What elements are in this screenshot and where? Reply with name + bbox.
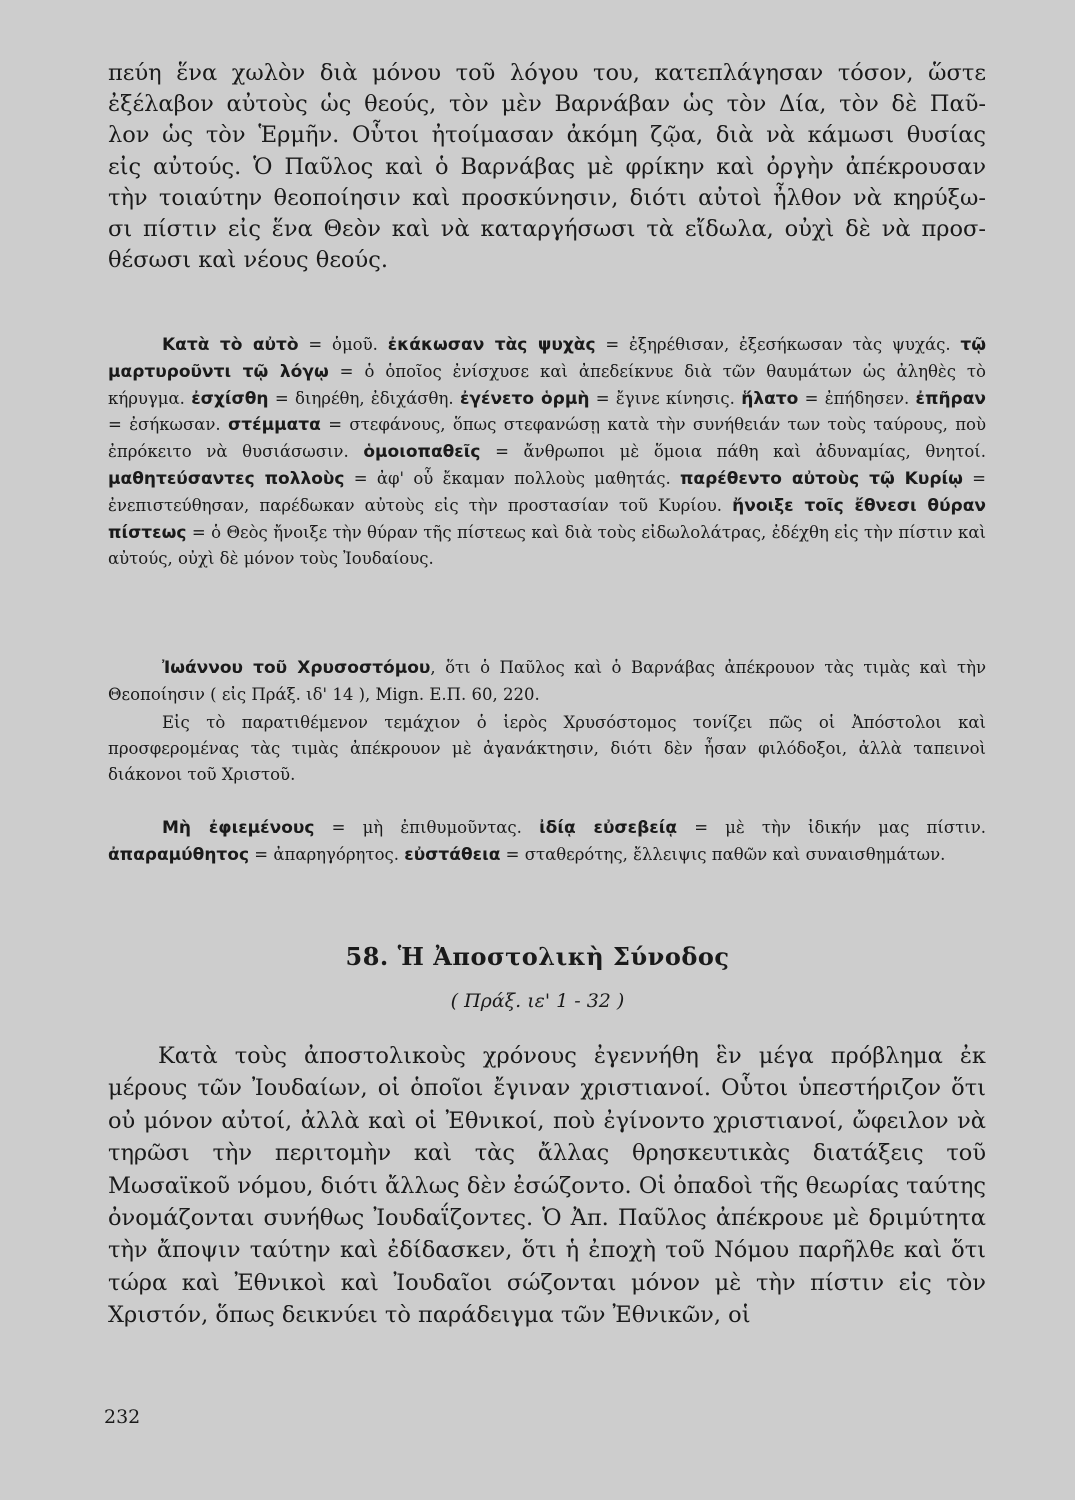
glossary-definition: = ἄνθρωποι μὲ ὅμοια πάθη καὶ ἀδυναμίας, θνητοί. <box>480 442 986 462</box>
glossary-paragraph-1 <box>108 332 986 572</box>
glossary-definition: = ἐξηρέθισαν, ἐξεσήκωσαν τὰς ψυχάς. <box>595 335 961 354</box>
section-reference: ( Πράξ. ιε' 1 - 32 ) <box>450 990 625 1012</box>
glossary-term: Κατὰ τὸ αὐτὸ <box>162 335 299 355</box>
text-line: ἐξέλαβον αὐτοὺς ὡς θεούς, τὸν μὲν Βαρνάβαν ὡς τὸν Δία, τὸν δὲ Παῦ- <box>108 91 986 118</box>
glossary-definition: , ὅτι ὁ Παῦλος καὶ ὁ Βαρνάβας ἀπέκρουον τὰς τιμὰς καὶ τὴν Θεοποίησιν ( εἰς Πράξ. ιδ' 14 ), Mign. Ε.Π. 60, 220. <box>108 658 986 704</box>
glossary-definition: = μὴ ἐπιθυμοῦντας. <box>314 818 540 837</box>
glossary-term: ἰδίᾳ εὐσεβείᾳ <box>539 818 678 838</box>
glossary-definition: = ἐσήκωσαν. <box>108 415 229 435</box>
chrysostom-reference <box>108 655 986 708</box>
chrysostom-commentary: Εἰς τὸ παρατιθέμενον τεμάχιον ὁ ἱερὸς Χρυσόστομος τονίζει πῶς οἱ Ἀπόστολοι καὶ προσφερομένας τὰς τιμὰς ἀπέκρουον μὲ ἀγανάκτησιν, διότι δὲν ἦσαν φιλόδοξοι, ἀλλὰ ταπεινοὶ διάκονοι τοῦ Χριστοῦ. <box>108 713 986 784</box>
glossary-definition: = ἐνεπιστεύθησαν, παρέδωκαν αὐτοὺς εἰς τὴν προστασίαν τοῦ Κυρίου. <box>108 468 987 515</box>
glossary-term: ἐγένετο ὁρμὴ <box>459 388 590 409</box>
text-line: πεύη ἕνα χωλὸν διὰ μόνου τοῦ λόγου του, κατεπλάγησαν τόσον, ὥστε <box>108 60 986 86</box>
page-number: 232 <box>104 1406 141 1428</box>
text-line: σι πίστιν εἰς ἕνα Θεὸν καὶ νὰ καταργήσωσι τὰ εἴδωλα, οὐχὶ δὲ νὰ προσ- <box>108 216 986 243</box>
glossary-definition: = σταθερότης, ἔλλειψις παθῶν καὶ συναισθημάτων. <box>500 844 946 864</box>
glossary-definition: = ὁ Θεὸς ἤνοιξε τὴν θύραν τῆς πίστεως καὶ διὰ τοὺς εἰδωλολάτρας, ἐδέχθη εἰς τὴν πίστιν καὶ αὐτούς, οὐχὶ δὲ μόνον τοὺς Ἰουδαίους. <box>108 522 986 569</box>
glossary-term: Ἰωάννου τοῦ Χρυσοστόμου <box>162 658 431 678</box>
glossary-term: ἥλατο <box>741 388 799 409</box>
glossary-definition: = ὁμοῦ. <box>298 335 388 354</box>
intro-paragraph <box>108 58 986 276</box>
glossary-definition: = μὲ τὴν ἰδικήν μας πίστιν. <box>677 818 986 837</box>
section-title: 58. Ἡ Ἀποστολικὴ Σύνοδος <box>345 942 730 971</box>
section-paragraph: Κατὰ τοὺς ἀποστολικοὺς χρόνους ἐγεννήθη ἓν μέγα πρόβλημα ἐκ μέρους τῶν Ἰουδαίων, οἱ ὁποῖοι ἔγιναν χριστιανοί. Οὗτοι ὑπεστήριζον ὅτι οὐ μόνον αὐτοί, ἀλλὰ καὶ οἱ Ἐθνικοί, ποὺ ἐγίνοντο χριστιανοί, ὤφειλον νὰ τηρῶσι τὴν περιτομὴν καὶ τὰς ἄλλας θρησκευτικὰς διατάξεις τοῦ Μωσαϊκοῦ νόμου, διότι ἄλλως δὲν ἐσώζοντο. Οἱ ὀπαδοὶ τῆς θεωρίας ταύτης ὀνομάζονται συνήθως Ἰουδαΐζοντες. Ὁ Ἀπ. Παῦλος ἀπέκρουε μὲ δριμύτητα τὴν ἄποψιν ταύτην καὶ ἐδίδασκεν, ὅτι ἡ ἐποχὴ τοῦ Νόμου παρῆλθε καὶ ὅτι τώρα καὶ Ἐθνικοὶ καὶ Ἰουδαῖοι σώζονται μόνον μὲ τὴν πίστιν εἰς τὸν Χριστόν, ὅπως δεικνύει τὸ παράδειγμα τῶν Ἐθνικῶν, οἱ <box>108 1043 986 1329</box>
text-line: θέσωσι καὶ νέους θεούς. <box>108 247 388 274</box>
glossary-term: εὐστάθεια <box>404 844 501 865</box>
glossary-definition: = ἀπαρηγόρητος. <box>249 844 405 864</box>
glossary-term: ἀπαραμύθητος <box>108 844 250 865</box>
glossary-term: ἐπῆραν <box>915 388 986 409</box>
glossary-definition: = ἔγινε κίνησις. <box>589 388 742 408</box>
glossary-term: ὁμοιοπαθεῖς <box>363 442 481 463</box>
text-line: τὴν τοιαύτην θεοποίησιν καὶ προσκύνησιν, διότι αὐτοὶ ἦλθον νὰ κηρύξω- <box>108 184 986 211</box>
glossary-definition: = ἀφ' οὗ ἔκαμαν πολλοὺς μαθητάς. <box>344 468 680 488</box>
glossary-term: στέμματα <box>228 415 321 436</box>
glossary-paragraph-2 <box>108 815 986 869</box>
glossary-definition: = ὁ ὁποῖος ἐνίσχυσε καὶ ἀπεδείκνυε διὰ τῶν θαυμάτων ὡς ἀληθὲς τὸ κήρυγμα. <box>108 361 986 408</box>
glossary-term: Μὴ ἐφιεμένους <box>162 818 315 838</box>
text-line: λον ὡς τὸν Ἑρμῆν. Οὗτοι ἠτοίμασαν ἀκόμη ζῷα, διὰ νὰ κάμωσι θυσίας <box>108 122 986 149</box>
glossary-definition: = ἐπήδησεν. <box>798 388 916 408</box>
glossary-term: ἐκάκωσαν τὰς ψυχὰς <box>387 335 596 355</box>
glossary-term: τῷ μαρτυροῦντι τῷ λόγῳ <box>108 335 987 382</box>
glossary-definition: = στεφάνους, ὅπως στεφανώσῃ κατὰ τὴν συνήθειάν των τοὺς ταύρους, ποὺ ἐπρόκειτο νὰ θυσιάσωσιν. <box>108 415 986 462</box>
glossary-term: ἤνοιξε τοῖς ἔθνεσι θύραν πίστεως <box>108 495 986 543</box>
glossary-term: μαθητεύσαντες πολλοὺς <box>108 468 345 489</box>
glossary-definition: = διηρέθη, ἐδιχάσθη. <box>268 388 460 408</box>
text-line: εἰς αὐτούς. Ὁ Παῦλος καὶ ὁ Βαρνάβας μὲ φρίκην καὶ ὀργὴν ἀπέκρουσαν <box>108 153 986 180</box>
glossary-term: ἐσχίσθη <box>191 388 269 409</box>
glossary-term: παρέθεντο αὐτοὺς τῷ Κυρίῳ <box>679 468 963 489</box>
